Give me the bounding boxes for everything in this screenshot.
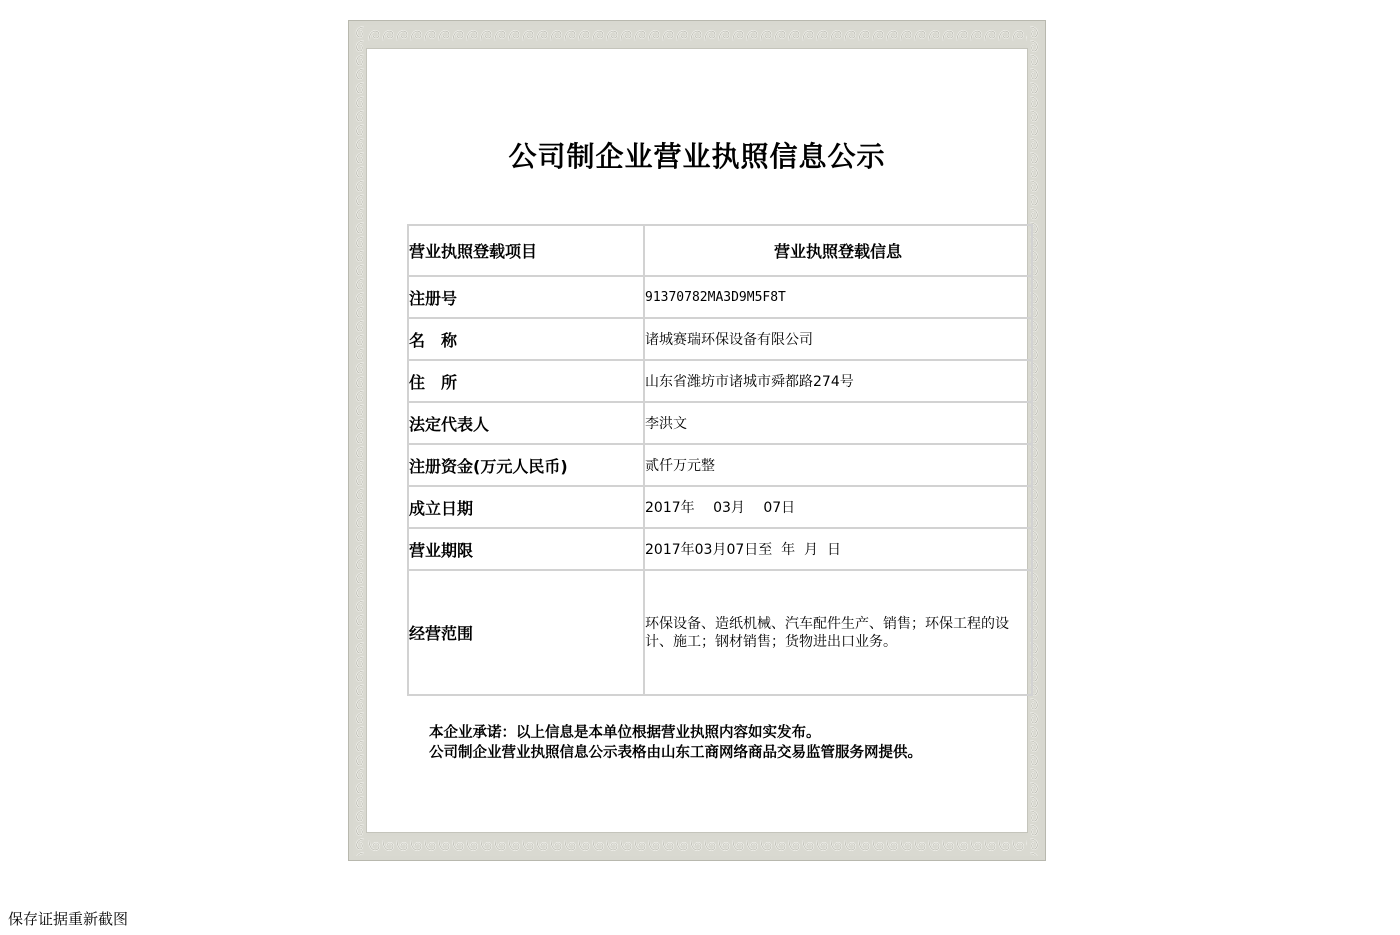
certificate-paper [366,48,1028,833]
table-header-row [408,225,1032,276]
pledge-statement [429,723,922,763]
table-row-establishment-date [408,486,1032,528]
row-value: 贰仟万元整 [644,444,1032,486]
certificate-frame [348,20,1046,861]
header-info: 营业执照登载信息 [644,225,1032,276]
decorative-border-bottom [353,836,1041,856]
pledge-line-1: 本企业承诺：以上信息是本单位根据营业执照内容如实发布。 [429,725,821,741]
row-value: 2017年03月07日至 年 月 日 [644,528,1032,570]
save-evidence-rescreenshot-link[interactable]: 保存证据重新截图 [8,910,129,928]
row-value: 诸城赛瑞环保设备有限公司 [644,318,1032,360]
decorative-border-top [353,25,1041,45]
table-row-address [408,360,1032,402]
row-value: 91370782MA3D9M5F8T [644,276,1032,318]
table-row-registered-capital [408,444,1032,486]
row-label: 住 所 [408,360,644,402]
table-row-business-term [408,528,1032,570]
row-label: 法定代表人 [408,402,644,444]
document-title: 公司制企业营业执照信息公示 [508,140,886,173]
license-info-table [407,224,1033,696]
table-row-legal-representative [408,402,1032,444]
pledge-line-2: 公司制企业营业执照信息公示表格由山东工商网络商品交易监管服务网提供。 [429,745,922,761]
table-row-business-scope [408,570,1032,695]
header-item: 营业执照登载项目 [408,225,644,276]
table-row-company-name [408,318,1032,360]
row-label: 名 称 [408,318,644,360]
row-label: 成立日期 [408,486,644,528]
row-value: 李洪文 [644,402,1032,444]
row-label: 注册资金(万元人民币) [408,444,644,486]
row-label: 营业期限 [408,528,644,570]
row-value: 2017年 03月 07日 [644,486,1032,528]
table-row-registration-number [408,276,1032,318]
row-value: 山东省潍坊市诸城市舜都路274号 [644,360,1032,402]
row-label: 经营范围 [408,570,644,695]
row-label: 注册号 [408,276,644,318]
decorative-border-left [353,25,367,856]
row-value: 环保设备、造纸机械、汽车配件生产、销售；环保工程的设计、施工；钢材销售；货物进出口业务。 [644,570,1032,695]
